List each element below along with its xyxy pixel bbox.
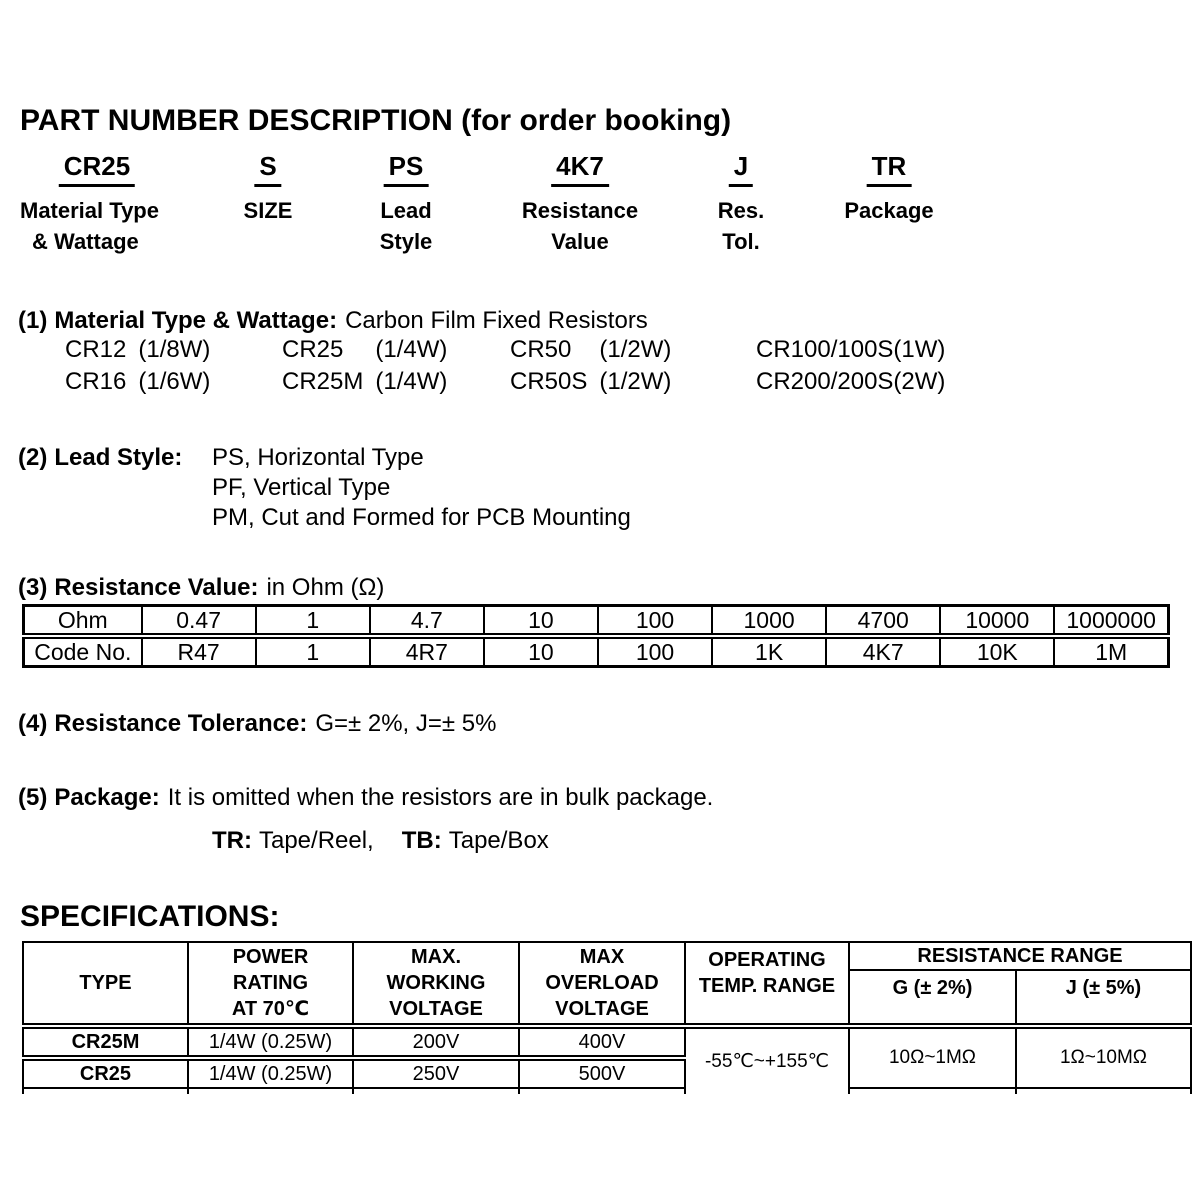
cutoff-cell [849, 1088, 1016, 1094]
spec-resistance-range-j: 1Ω~10MΩ [1016, 1026, 1191, 1088]
cutoff-cell [353, 1088, 519, 1094]
part-label-line: & Wattage [32, 229, 139, 254]
section-title: Material Type & Wattage: [54, 307, 338, 334]
table-row [24, 636, 1169, 667]
part-label-lead-style [380, 195, 433, 257]
table-cell: 4.7 [370, 606, 484, 637]
material-code: CR25 [282, 336, 344, 363]
spec-power: 1/4W (0.25W) [188, 1026, 353, 1058]
header-resistance-range: RESISTANCE RANGE [849, 942, 1191, 970]
specifications-heading: SPECIFICATIONS: [20, 900, 280, 933]
table-cell: 1000 [712, 606, 826, 637]
table-cell: 100 [598, 636, 712, 667]
material-wattage: (1/4W) [375, 368, 448, 395]
table-row-cutoff [23, 1088, 1191, 1094]
table-cell: 4K7 [826, 636, 940, 667]
specifications-table [22, 941, 1192, 1094]
header-tolerance-g: G (± 2%) [849, 970, 1016, 1026]
material-code: CR50S [510, 368, 588, 395]
header-line: MAX [579, 946, 625, 968]
table-cell: 10K [940, 636, 1054, 667]
spec-power: 1/4W (0.25W) [188, 1058, 353, 1088]
part-code-lead-style: PS [384, 151, 429, 187]
table-cell: 100 [598, 606, 712, 637]
section-number: (1) [18, 307, 48, 334]
section-package-heading [18, 784, 713, 812]
header-line: VOLTAGE [389, 998, 483, 1020]
spec-type: CR25 [23, 1058, 188, 1088]
header-line: POWER [232, 946, 309, 968]
header-line: RATING [232, 972, 309, 994]
material-code: CR200/200S(2W) [756, 368, 946, 395]
part-label-resistance [522, 195, 638, 257]
material-column [282, 334, 447, 398]
material-wattage: (1/8W) [138, 336, 211, 363]
material-wattage: (1/4W) [375, 336, 448, 363]
header-line: OVERLOAD [545, 972, 659, 994]
section-title: Package: [54, 784, 160, 811]
package-option-code: TR: [212, 827, 252, 854]
table-cell: 4R7 [370, 636, 484, 667]
table-cell: Ohm [24, 606, 142, 637]
lead-style-option: PM, Cut and Formed for PCB Mounting [212, 504, 631, 531]
part-code-resistance: 4K7 [551, 151, 609, 187]
page-title: PART NUMBER DESCRIPTION (for order booking) [20, 104, 732, 137]
material-column [510, 334, 671, 398]
section-resistance-heading [18, 574, 384, 602]
section-title: Resistance Tolerance: [54, 710, 308, 737]
spec-temp-range: -55℃~+155℃ [685, 1026, 849, 1094]
table-cell: 1M [1054, 636, 1168, 667]
section-lead-style-heading [18, 444, 190, 472]
part-code-package: TR [867, 151, 912, 187]
spec-working-voltage: 200V [353, 1026, 519, 1058]
spec-resistance-range-g: 10Ω~1MΩ [849, 1026, 1016, 1088]
cutoff-cell [23, 1088, 188, 1094]
table-cell: 10000 [940, 606, 1054, 637]
material-code: CR12 [65, 336, 127, 363]
header-line: WORKING [386, 972, 486, 994]
cutoff-cell [519, 1088, 685, 1094]
header-operating-temp-range [685, 942, 849, 1026]
part-label-line: Res. [717, 198, 765, 223]
header-power-rating [188, 942, 353, 1026]
section-title: Lead Style: [54, 444, 183, 471]
part-label-line: Package [844, 198, 934, 223]
section-material-heading [18, 307, 648, 335]
section-description: G=± 2%, J=± 5% [315, 710, 497, 737]
table-header-row [23, 942, 1191, 970]
section-description: Carbon Film Fixed Resistors [345, 307, 648, 334]
section-number: (4) [18, 710, 48, 737]
section-title: Resistance Value: [54, 574, 259, 601]
header-line: MAX. [411, 946, 461, 968]
table-cell: 10 [484, 606, 598, 637]
spec-working-voltage: 250V [353, 1058, 519, 1088]
table-row [24, 606, 1169, 637]
table-cell: 1 [256, 606, 370, 637]
part-label-size [244, 195, 293, 226]
material-wattage: (1/2W) [599, 336, 672, 363]
part-label-line: Resistance [521, 198, 639, 223]
part-label-line: SIZE [243, 198, 293, 223]
part-label-line: Tol. [722, 229, 760, 254]
header-line: AT 70℃ [231, 998, 310, 1020]
table-cell: 10 [484, 636, 598, 667]
material-wattage: (1/6W) [138, 368, 211, 395]
section-number: (3) [18, 574, 48, 601]
lead-style-option: PF, Vertical Type [212, 474, 391, 501]
package-options [212, 827, 549, 855]
lead-style-options [212, 443, 631, 533]
lead-style-option: PS, Horizontal Type [212, 444, 424, 471]
part-label-material [20, 195, 159, 257]
header-line: VOLTAGE [555, 998, 649, 1020]
cutoff-cell [1016, 1088, 1191, 1094]
part-label-line: Style [379, 229, 433, 254]
part-code-tolerance: J [729, 151, 753, 187]
material-column [65, 334, 210, 398]
header-tolerance-j: J (± 5%) [1016, 970, 1191, 1026]
header-line: OPERATING [708, 949, 826, 971]
section-description: in Ohm (Ω) [266, 574, 385, 601]
part-code-size: S [254, 151, 281, 187]
table-row [23, 1026, 1191, 1058]
material-code: CR25M [282, 368, 364, 395]
material-code: CR16 [65, 368, 127, 395]
spec-type: CR25M [23, 1026, 188, 1058]
section-tolerance-heading [18, 710, 496, 738]
section-number: (5) [18, 784, 48, 811]
material-code: CR50 [510, 336, 572, 363]
table-cell: Code No. [24, 636, 142, 667]
material-code: CR100/100S(1W) [756, 336, 946, 363]
part-label-line: Value [551, 229, 609, 254]
package-option-label: Tape/Box [448, 827, 549, 854]
table-cell: 1K [712, 636, 826, 667]
table-cell: 1000000 [1054, 606, 1168, 637]
spec-overload-voltage: 400V [519, 1026, 685, 1058]
table-cell: 1 [256, 636, 370, 667]
section-description: It is omitted when the resistors are in bulk package. [167, 784, 714, 811]
header-line: TEMP. RANGE [698, 975, 836, 997]
table-cell: 4700 [826, 606, 940, 637]
header-type: TYPE [23, 942, 188, 1026]
package-option-label: Tape/Reel, [258, 827, 374, 854]
cutoff-cell [188, 1088, 353, 1094]
material-column [756, 334, 945, 398]
header-max-overload-voltage [519, 942, 685, 1026]
material-wattage: (1/2W) [599, 368, 672, 395]
spec-overload-voltage: 500V [519, 1058, 685, 1088]
resistance-code-table [22, 604, 1170, 668]
part-code-material: CR25 [59, 151, 135, 187]
part-label-line: Lead [380, 198, 432, 223]
section-number: (2) [18, 444, 48, 471]
table-cell: R47 [142, 636, 256, 667]
part-label-line: Material Type [20, 198, 159, 223]
header-max-working-voltage [353, 942, 519, 1026]
part-label-tolerance [718, 195, 764, 257]
package-option-code: TB: [401, 827, 442, 854]
table-cell: 0.47 [142, 606, 256, 637]
part-label-package [844, 195, 933, 226]
